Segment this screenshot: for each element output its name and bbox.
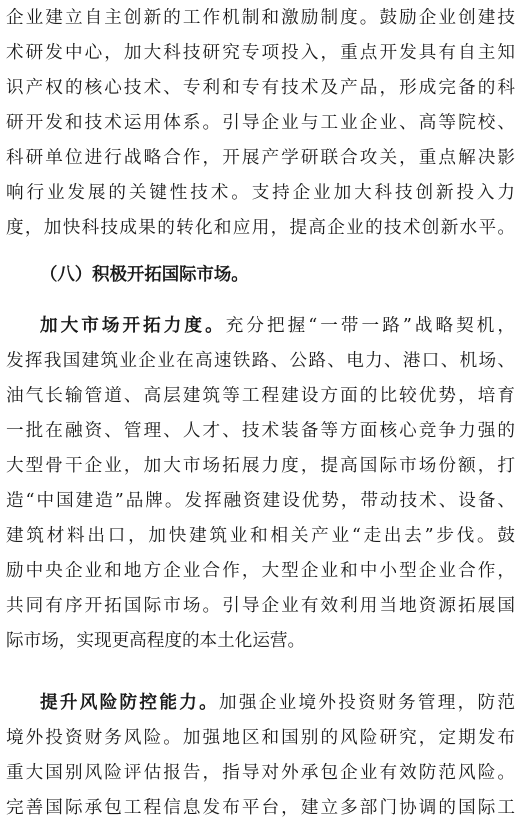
text-line: 境外投资财务风险。加强地区和国别的风险研究，定期发布 xyxy=(6,728,515,748)
text-line: 术研发中心，加大科技研究专项投入，重点开发具有自主知 xyxy=(6,43,515,63)
text-line: 响行业发展的关键性技术。支持企业加大科技创新投入力 xyxy=(6,183,515,203)
text-line: 励中央企业和地方企业合作，大型企业和中小型企业合作， xyxy=(6,561,515,581)
section-heading: （八）积极开拓国际市场。 xyxy=(40,265,249,285)
text-line: 重大国别风险评估报告，指导对外承包企业有效防范风险。 xyxy=(6,763,515,783)
text-line: 科研单位进行战略合作，开展产学研联合攻关，重点解决影 xyxy=(6,148,515,168)
paragraph-first-line xyxy=(40,688,515,718)
text-line: 大型骨干企业，加大市场拓展力度，提高国际市场份额，打 xyxy=(6,456,515,476)
paragraph-lead: 加大市场开拓力度。 xyxy=(40,316,226,336)
text-line: 建筑材料出口，加快建筑业和相关产业“走出去”步伐。鼓 xyxy=(6,526,515,546)
text-line: 发挥我国建筑业企业在高速铁路、公路、电力、港口、机场、 xyxy=(6,351,515,371)
text-line: 共同有序开拓国际市场。引导企业有效利用当地资源拓展国 xyxy=(6,596,515,616)
paragraph-first-rest: 加强企业境外投资财务管理，防范 xyxy=(218,693,515,713)
paragraph-first-line xyxy=(40,311,515,341)
text-line: 识产权的核心技术、专利和专有技术及产品，形成完备的科 xyxy=(6,78,515,98)
text-line: 造“中国建造”品牌。发挥融资建设优势，带动技术、设备、 xyxy=(6,491,515,511)
text-line: 完善国际承包工程信息发布平台，建立多部门协调的国际工 xyxy=(6,798,515,818)
paragraph-first-rest: 充分把握“一带一路”战略契机， xyxy=(225,316,515,336)
text-line: 一批在融资、管理、人才、技术装备等方面核心竞争力强的 xyxy=(6,421,515,441)
paragraph-lead: 提升风险防控能力。 xyxy=(40,693,219,713)
text-line: 际市场，实现更高程度的本土化运营。 xyxy=(6,631,306,651)
text-line: 度，加快科技成果的转化和应用，提高企业的技术创新水平。 xyxy=(6,218,515,238)
text-line: 企业建立自主创新的工作机制和激励制度。鼓励企业创建技 xyxy=(6,8,515,28)
text-line: 研开发和技术运用体系。引导企业与工业企业、高等院校、 xyxy=(6,113,515,133)
text-line: 油气长输管道、高层建筑等工程建设方面的比较优势，培育 xyxy=(6,386,515,406)
